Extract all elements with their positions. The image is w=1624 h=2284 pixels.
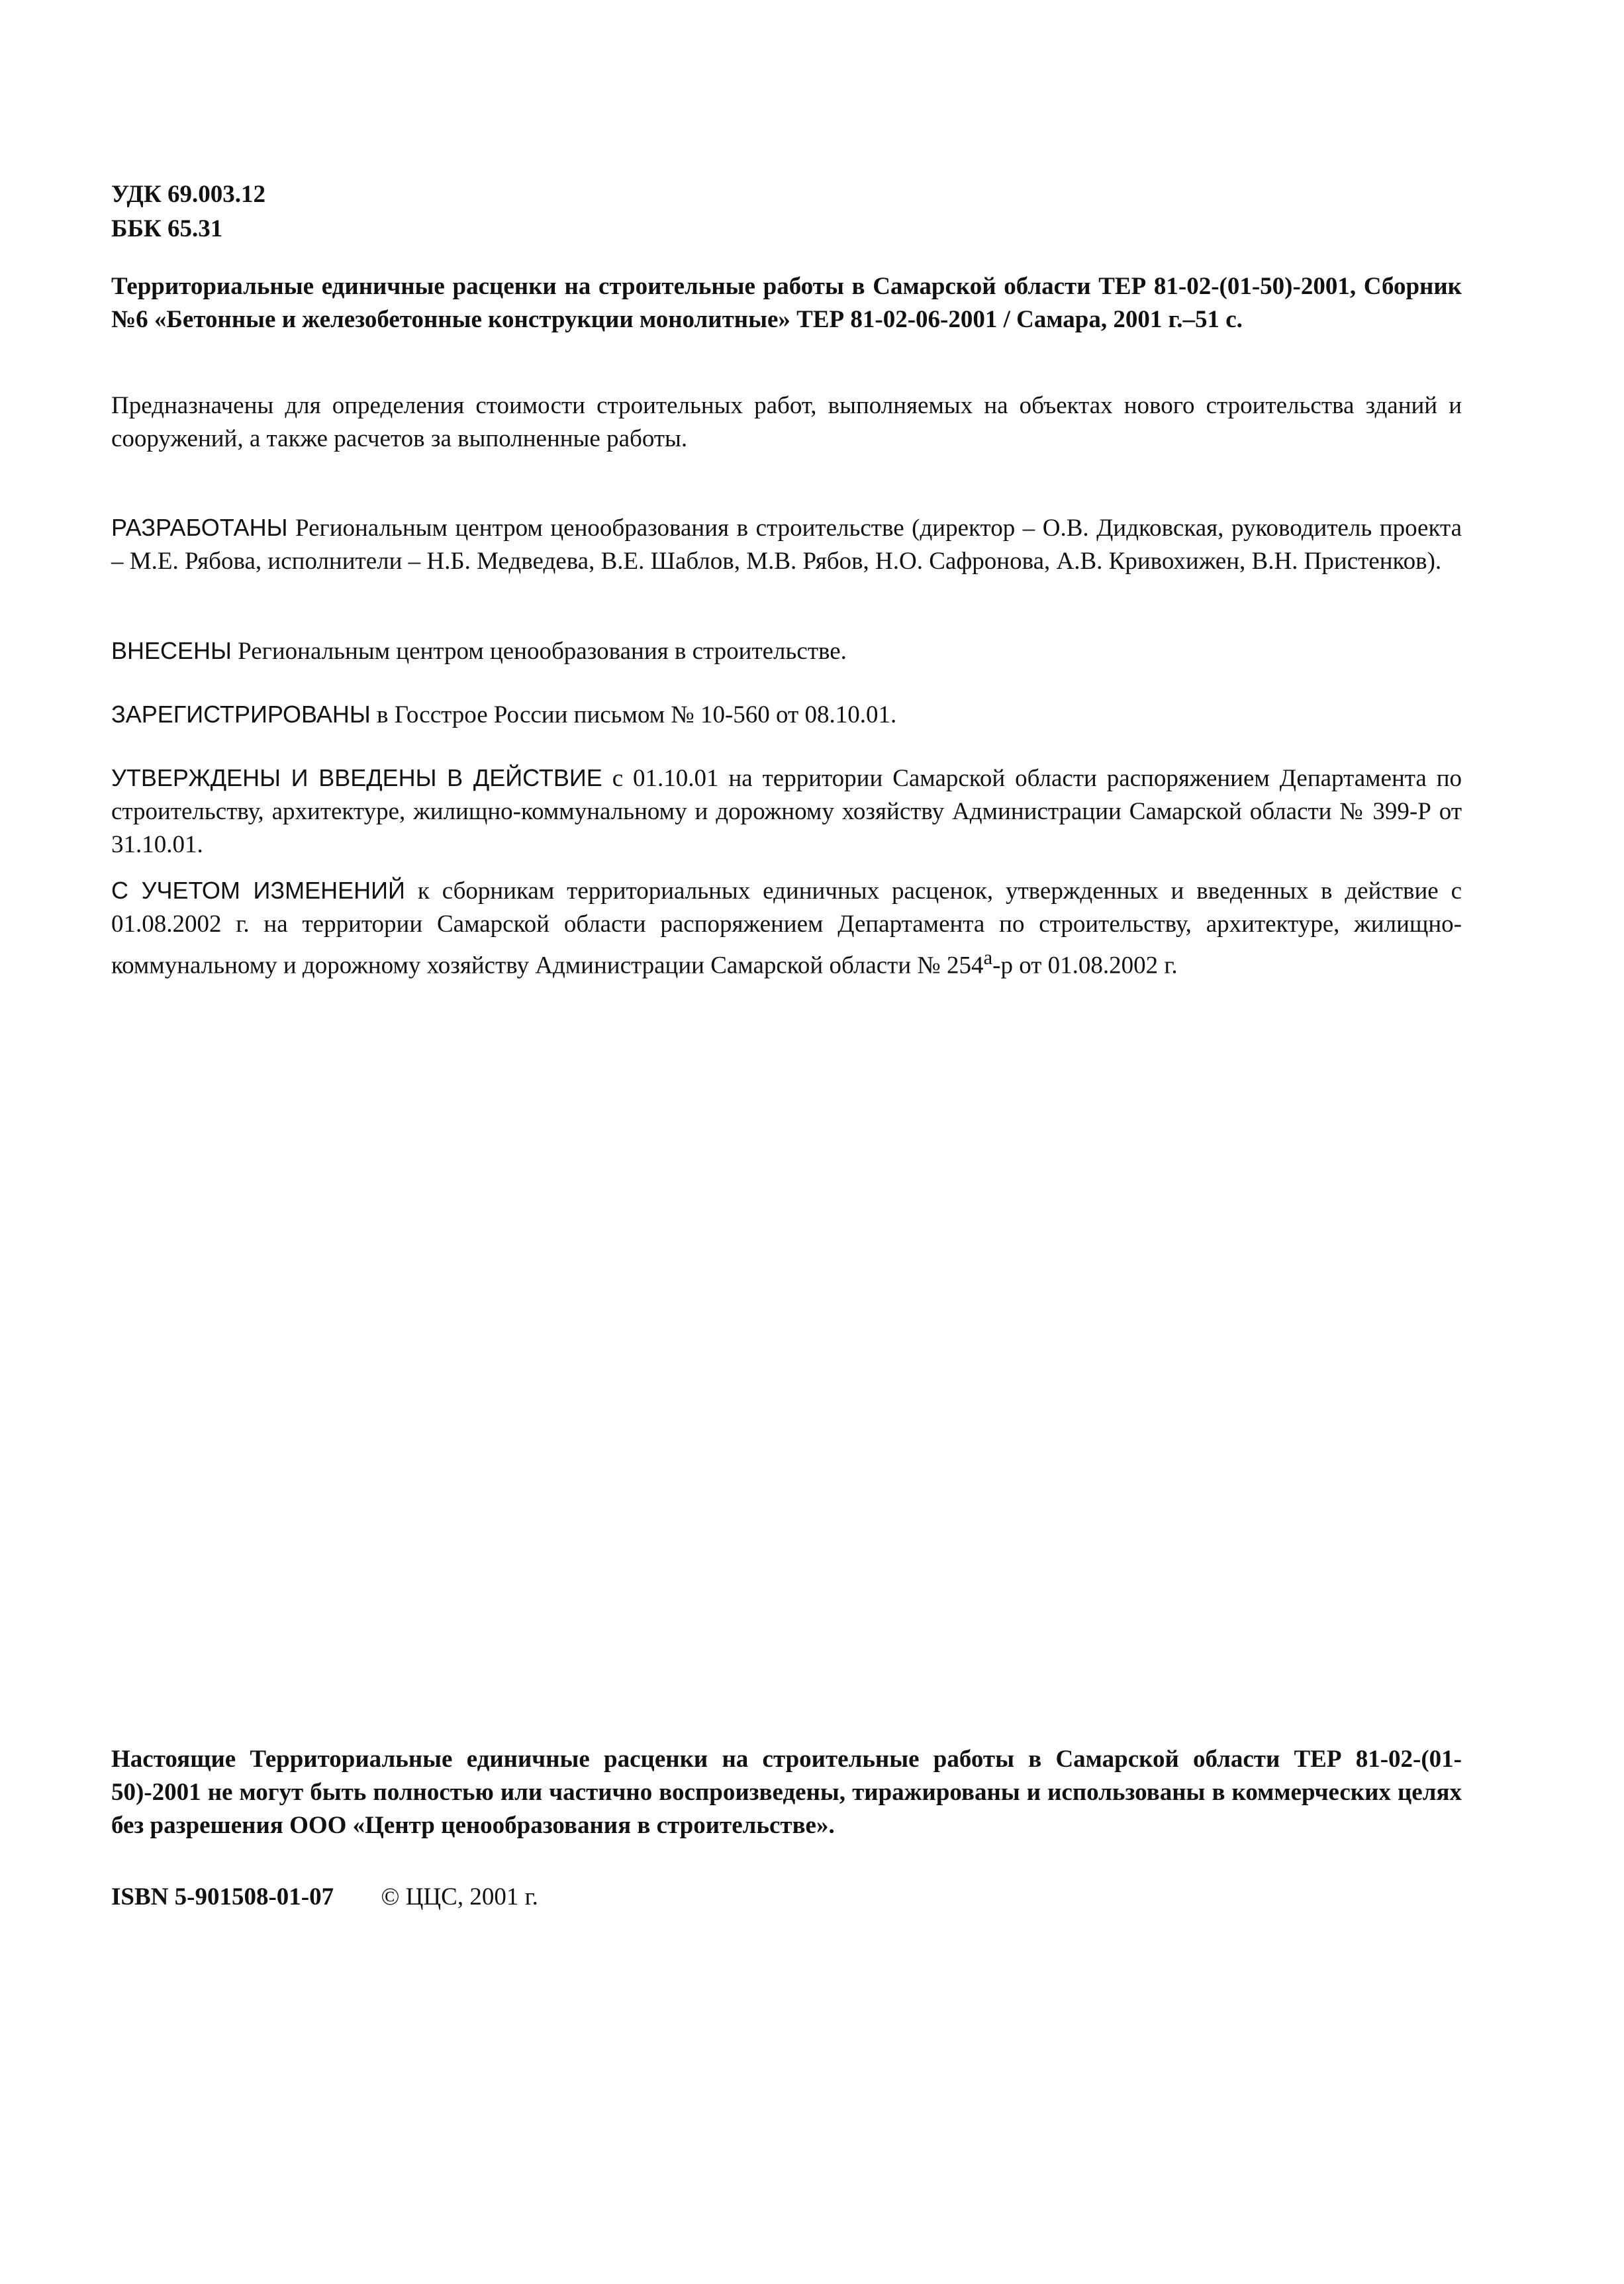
classification-codes (111, 177, 1462, 246)
registered-paragraph (111, 698, 1462, 732)
udk-code: УДК 69.003.12 (111, 181, 265, 208)
registered-lead: ЗАРЕГИСТРИРОВАНЫ (111, 701, 371, 728)
changes-superscript: а (983, 946, 993, 969)
registered-text: в Госстрое России письмом № 10-560 от 08.10.01. (377, 701, 897, 728)
changes-lead: С УЧЕТОМ ИЗМЕНЕНИЙ (111, 877, 405, 904)
introduced-text: Региональным центром ценообразования в строительстве. (238, 638, 847, 665)
bibliographic-title: Территориальные единичные расценки на строительные работы в Самарской области ТЕР 81-02-(01-50)-2001, Сборник №6 «Бетонные и железобетонные конструкции монолитные» ТЕР 81-02-06-2001 / Самара, 2001 г.–51 с. (111, 273, 1462, 333)
isbn-number: ISBN 5-901508-01-07 (111, 1883, 334, 1911)
approved-lead: УТВЕРЖДЕНЫ И ВВЕДЕНЫ В ДЕЙСТВИЕ (111, 764, 602, 791)
copyright-mark: © ЦЦС, 2001 г. (381, 1883, 538, 1911)
introduced-lead: ВНЕСЕНЫ (111, 637, 232, 664)
changes-paragraph (111, 874, 1462, 982)
purpose-paragraph: Предназначены для определения стоимости строительных работ, выполняемых на объектах нового строительства зданий и сооружений, а также расчетов за выполненные работы. (111, 392, 1462, 452)
bbk-code: ББК 65.31 (111, 215, 223, 242)
developed-lead: РАЗРАБОТАНЫ (111, 514, 288, 541)
developed-paragraph (111, 511, 1462, 578)
developed-text: Региональным центром ценообразования в строительстве (директор – О.В. Дидковская, руководитель проекта – М.Е. Рябова, исполнители – Н.Б. Медведева, В.Е. Шаблов, М.В. Рябов, Н.О. Сафронова, А.В. Кривохижен, В.Н. Пристенков). (111, 515, 1462, 575)
introduced-paragraph (111, 634, 1462, 668)
isbn-line (111, 1881, 538, 1914)
approved-text: с 01.10.01 на территории Самарской области распоряжением Департамента по строительству, архитектуре, жилищно-коммунальному и дорожному хозяйству Администрации Самарской области № 399-Р от 31.10.01. (111, 765, 1462, 858)
copyright-notice: Настоящие Территориальные единичные расценки на строительные работы в Самарской области ТЕР 81-02-(01-50)-2001 не могут быть полностью или частично воспроизведены, тиражированы и использованы в коммерческих целях без разрешения ООО «Центр ценообразования в строительстве». (111, 1746, 1462, 1839)
changes-text-end: -р от 01.08.2002 г. (992, 952, 1178, 979)
approved-paragraph (111, 762, 1462, 862)
changes-text: к сборникам территориальных единичных расценок, утвержденных и введенных в действие с 01.08.2002 г. на территории Самарской области распоряжением Департамента по строительству, архитектуре, жилищно-коммунальному и дорожному хозяйству Администрации Самарской области № 254 (111, 877, 1462, 979)
